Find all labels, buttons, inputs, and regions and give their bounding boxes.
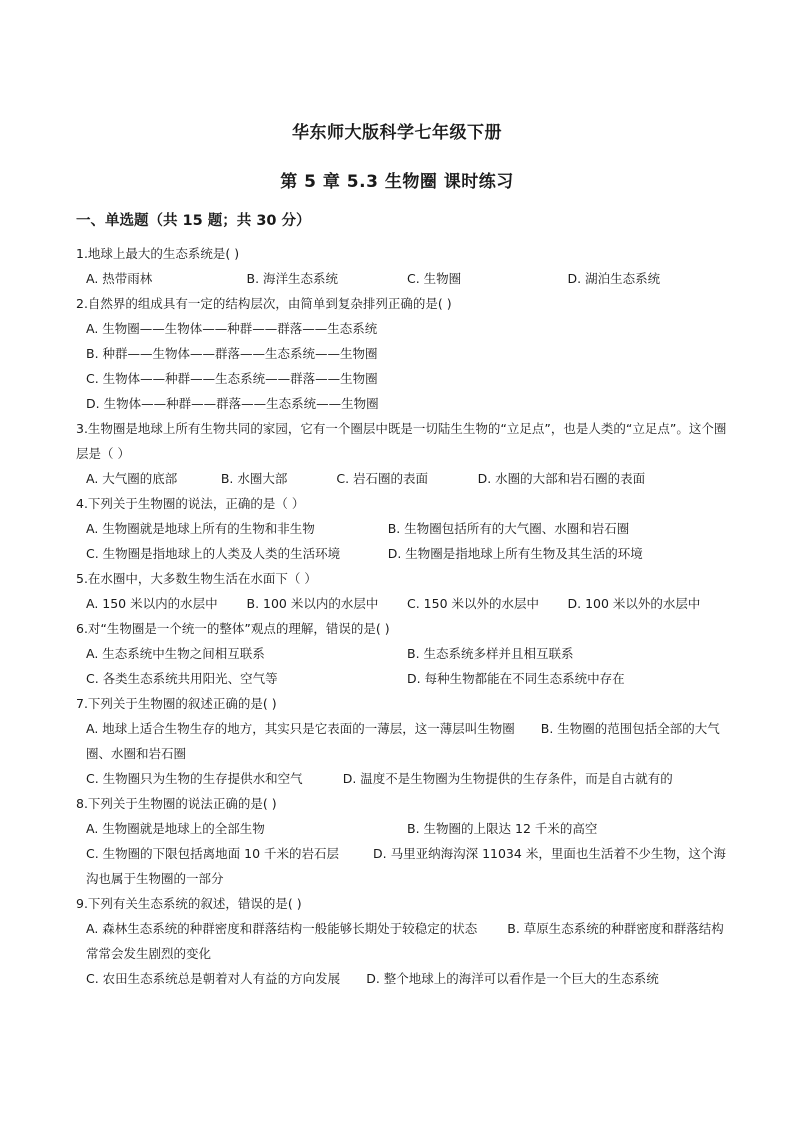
options [76, 516, 728, 566]
option-c: C. 各类生态系统共用阳光、空气等 [86, 671, 278, 686]
question-stem: 6.对“生物圈是一个统一的整体”观点的理解，错误的是( ) [76, 621, 390, 636]
question-stem: 2.自然界的组成具有一定的结构层次，由简单到复杂排列正确的是( ) [76, 296, 452, 311]
option-c: C. 岩石圈的表面 [336, 471, 429, 486]
option-a: A. 森林生态系统的种群密度和群落结构一般能够长期处于较稳定的状态 [86, 921, 478, 936]
option-b: B. 100 米以内的水层中 [246, 596, 379, 611]
option-c: C. 生物圈的下限包括离地面 10 千米的岩石层 [86, 846, 340, 861]
option-c: C. 生物圈只为生物的生存提供水和空气 [86, 771, 303, 786]
question-stem: 1.地球上最大的生态系统是( ) [76, 246, 240, 261]
question-stem: 4.下列关于生物圈的说法，正确的是（ ） [76, 496, 305, 511]
option-c: C. 生物圈是指地球上的人类及人类的生活环境 [86, 546, 341, 561]
option-b: B. 生物圈的上限达 12 千米的高空 [407, 821, 598, 836]
option-d: D. 生物圈是指地球上所有生物及其生活的环境 [387, 546, 643, 561]
option-a: A. 大气圈的底部 [86, 471, 178, 486]
option-d: D. 温度不是生物圈为生物提供的生存条件，而是自古就有的 [342, 771, 673, 786]
options [76, 641, 728, 691]
options [76, 816, 728, 891]
options [76, 716, 728, 791]
question-stem: 7.下列关于生物圈的叙述正确的是( ) [76, 696, 277, 711]
option-d: D. 生物体——种群——群落——生态系统——生物圈 [86, 396, 379, 411]
question-9 [76, 891, 728, 991]
option-b: B. 水圈大部 [220, 471, 288, 486]
question-8 [76, 791, 728, 891]
options [76, 916, 728, 991]
question-6 [76, 616, 728, 691]
options [76, 591, 728, 616]
option-a: A. 生物圈就是地球上所有的生物和非生物 [86, 521, 315, 536]
question-2 [76, 291, 728, 416]
option-d: D. 整个地球上的海洋可以看作是一个巨大的生态系统 [366, 971, 659, 986]
option-a: A. 生物圈——生物体——种群——群落——生态系统 [86, 321, 378, 336]
option-a: A. 地球上适合生物生存的地方，其实只是它表面的一薄层，这一薄层叫生物圈 [86, 721, 515, 736]
option-b: B. 种群——生物体——群落——生态系统——生物圈 [86, 346, 378, 361]
option-b: B. 海洋生态系统 [246, 271, 339, 286]
options [76, 316, 728, 416]
option-d: D. 100 米以外的水层中 [567, 596, 701, 611]
document-title: 华东师大版科学七年级下册 [292, 123, 502, 143]
question-stem: 9.下列有关生态系统的叙述，错误的是( ) [76, 896, 302, 911]
option-b: B. 生物圈的范围包括全部的大气圈、水圈和岩石圈 [86, 721, 720, 761]
options [76, 466, 728, 491]
question-stem: 3.生物圈是地球上所有生物共同的家园，它有一个圈层中既是一切陆生生物的“立足点”，也是人类的“立足点”。这个圈层是（ ） [76, 421, 727, 461]
option-a: A. 150 米以内的水层中 [86, 596, 218, 611]
document-subtitle: 第 5 章 5.3 生物圈 课时练习 [280, 172, 514, 192]
question-1 [76, 241, 728, 291]
option-a: A. 热带雨林 [86, 271, 153, 286]
section-heading: 一、单选题（共 15 题；共 30 分） [76, 213, 311, 229]
option-d: D. 马里亚纳海沟深 11034 米，里面也生活着不少生物，这个海沟也属于生物圈的一部分 [86, 846, 726, 886]
option-c: C. 150 米以外的水层中 [407, 596, 540, 611]
option-b: B. 生物圈包括所有的大气圈、水圈和岩石圈 [387, 521, 630, 536]
question-4 [76, 491, 728, 566]
option-c: C. 农田生态系统总是朝着对人有益的方向发展 [86, 971, 341, 986]
option-b: B. 生态系统多样并且相互联系 [407, 646, 574, 661]
option-c: C. 生物圈 [407, 271, 462, 286]
question-stem: 8.下列关于生物圈的说法正确的是( ) [76, 796, 277, 811]
question-7 [76, 691, 728, 791]
option-d: D. 水圈的大部和岩石圈的表面 [477, 471, 646, 486]
options [76, 266, 728, 291]
question-stem: 5.在水圈中，大多数生物生活在水面下（ ） [76, 571, 317, 586]
question-5 [76, 566, 728, 616]
option-d: D. 湖泊生态系统 [567, 271, 661, 286]
option-b: B. 草原生态系统的种群密度和群落结构常常会发生剧烈的变化 [86, 921, 724, 961]
option-d: D. 每种生物都能在不同生态系统中存在 [407, 671, 625, 686]
option-a: A. 生态系统中生物之间相互联系 [86, 646, 265, 661]
option-a: A. 生物圈就是地球上的全部生物 [86, 821, 265, 836]
question-list [76, 241, 728, 991]
question-3 [76, 416, 728, 491]
option-c: C. 生物体——种群——生态系统——群落——生物圈 [86, 371, 378, 386]
